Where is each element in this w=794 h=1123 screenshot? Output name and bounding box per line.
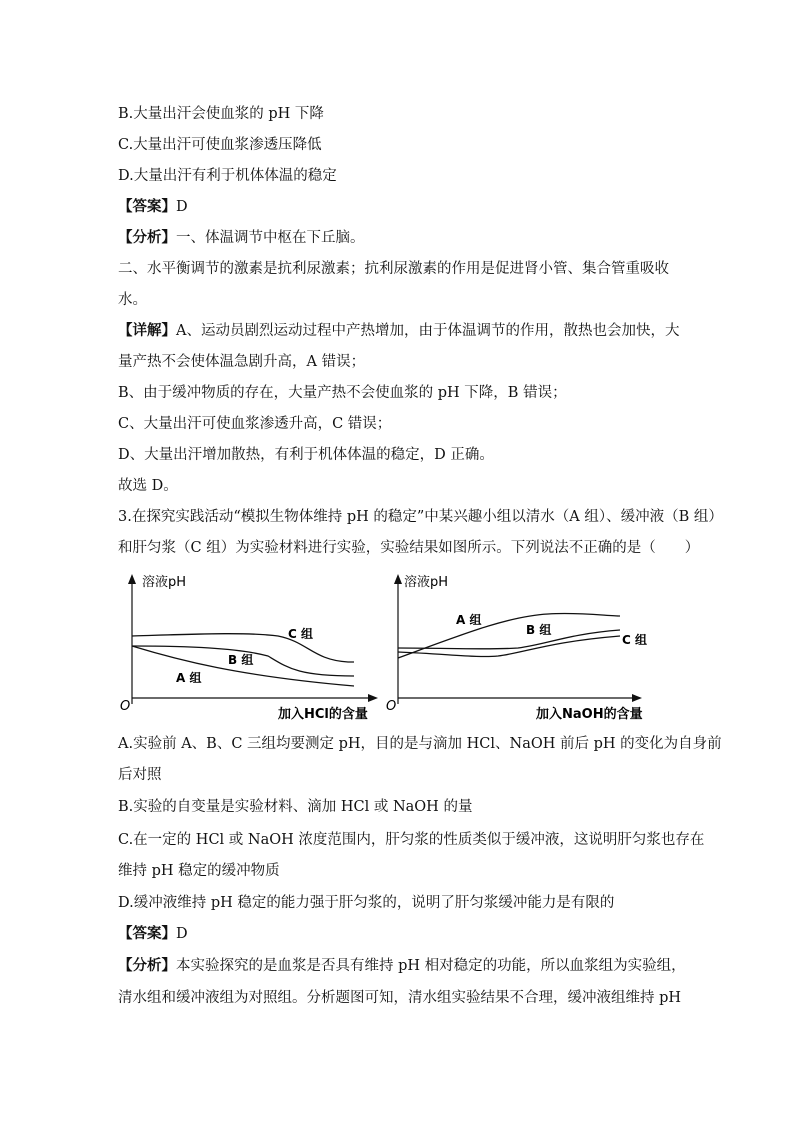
ph-charts-figure: [118, 572, 678, 722]
q3-option-d: D.缓冲液维持 pH 稳定的能力强于肝匀浆的，说明了肝匀浆缓冲能力是有限的: [118, 895, 615, 911]
q2-detail-3: B、由于缓冲物质的存在，大量产热不会使血浆的 pH 下降，B 错误；: [118, 385, 567, 401]
analysis-text: 一、体温调节中枢在下丘脑。: [176, 230, 365, 246]
analysis-tag: 【分析】: [118, 229, 176, 246]
chart-naoh-x-arrow: [632, 694, 642, 702]
answer-tag: 【答案】: [118, 925, 176, 942]
chart-naoh: [386, 574, 647, 722]
q2-conclusion: 故选 D。: [118, 478, 178, 494]
chart-naoh-xlabel: 加入NaOH的含量: [536, 707, 643, 722]
answer-value: D: [176, 199, 188, 215]
q3-analysis-2: 清水组和缓冲液组为对照组。分析题图可知，清水组实验结果不合理，缓冲液组维持 pH: [118, 990, 682, 1006]
q3-option-c-2: 维持 pH 稳定的缓冲物质: [118, 863, 280, 879]
q2-detail-2: 量产热不会使体温急剧升高，A 错误；: [118, 354, 366, 370]
q2-detail: [118, 321, 679, 341]
chart-naoh-label-c: C 组: [622, 633, 647, 647]
chart-hcl-x-arrow: [368, 694, 378, 702]
q2-option-b: B.大量出汗会使血浆的 pH 下降: [118, 106, 324, 122]
q3-option-b: B.实验的自变量是实验材料、滴加 HCl 或 NaOH 的量: [118, 799, 473, 815]
detail-text: A、运动员剧烈运动过程中产热增加，由于体温调节的作用，散热也会加快，大: [176, 323, 680, 339]
chart-hcl-ylabel: 溶液pH: [142, 575, 187, 590]
q2-detail-5: D、大量出汗增加散热，有利于机体体温的稳定，D 正确。: [118, 447, 494, 463]
chart-naoh-label-a: A 组: [456, 613, 482, 627]
chart-hcl-origin: O: [120, 699, 131, 714]
q2-option-c: C.大量出汗可使血浆渗透压降低: [118, 137, 322, 153]
q3-option-c-1: C.在一定的 HCl 或 NaOH 浓度范围内，肝匀浆的性质类似于缓冲液，这说明肝匀浆也存在: [118, 832, 705, 848]
chart-hcl-label-a: A 组: [176, 671, 202, 685]
q2-analysis: [118, 228, 365, 248]
q3-answer: [118, 924, 188, 944]
answer-tag: 【答案】: [118, 198, 176, 215]
q2-detail-4: C、大量出汗可使血浆渗透升高，C 错误；: [118, 416, 392, 432]
q2-analysis-2: 二、水平衡调节的激素是抗利尿激素；抗利尿激素的作用是促进肾小管、集合管重吸收: [118, 261, 669, 277]
q2-option-d: D.大量出汗有利于机体体温的稳定: [118, 168, 337, 184]
chart-naoh-origin: O: [386, 699, 397, 714]
answer-value: D: [176, 926, 188, 942]
analysis-text: 本实验探究的是血浆是否具有维持 pH 相对稳定的功能，所以血浆组为实验组，: [176, 958, 686, 974]
detail-tag: 【详解】: [118, 322, 176, 339]
chart-naoh-series-a: [398, 613, 620, 658]
chart-naoh-ylabel: 溶液pH: [404, 575, 449, 590]
q3-analysis: [118, 956, 686, 976]
chart-hcl-label-c: C 组: [288, 627, 313, 641]
q2-answer: [118, 197, 188, 217]
q3-option-a-1: A.实验前 A、B、C 三组均要测定 pH，目的是与滴加 HCl、NaOH 前后 pH 的变化为自身前: [118, 736, 722, 752]
q3-stem-2: 和肝匀浆（C 组）为实验材料进行实验，实验结果如图所示。下列说法不正确的是（ ）: [118, 540, 700, 556]
q3-stem-1: 3.在探究实践活动“模拟生物体维持 pH 的稳定”中某兴趣小组以清水（A 组）、缓冲液（B 组）: [118, 509, 723, 525]
analysis-tag: 【分析】: [118, 957, 176, 974]
chart-hcl-label-b: B 组: [228, 653, 254, 667]
q2-analysis-3: 水。: [118, 292, 147, 308]
chart-hcl-xlabel: 加入HCl的含量: [278, 707, 368, 722]
q3-option-a-2: 后对照: [118, 767, 162, 783]
chart-hcl-y-arrow: [128, 574, 136, 584]
chart-hcl: [120, 574, 378, 722]
chart-naoh-y-arrow: [394, 574, 402, 584]
chart-naoh-label-b: B 组: [526, 623, 552, 637]
